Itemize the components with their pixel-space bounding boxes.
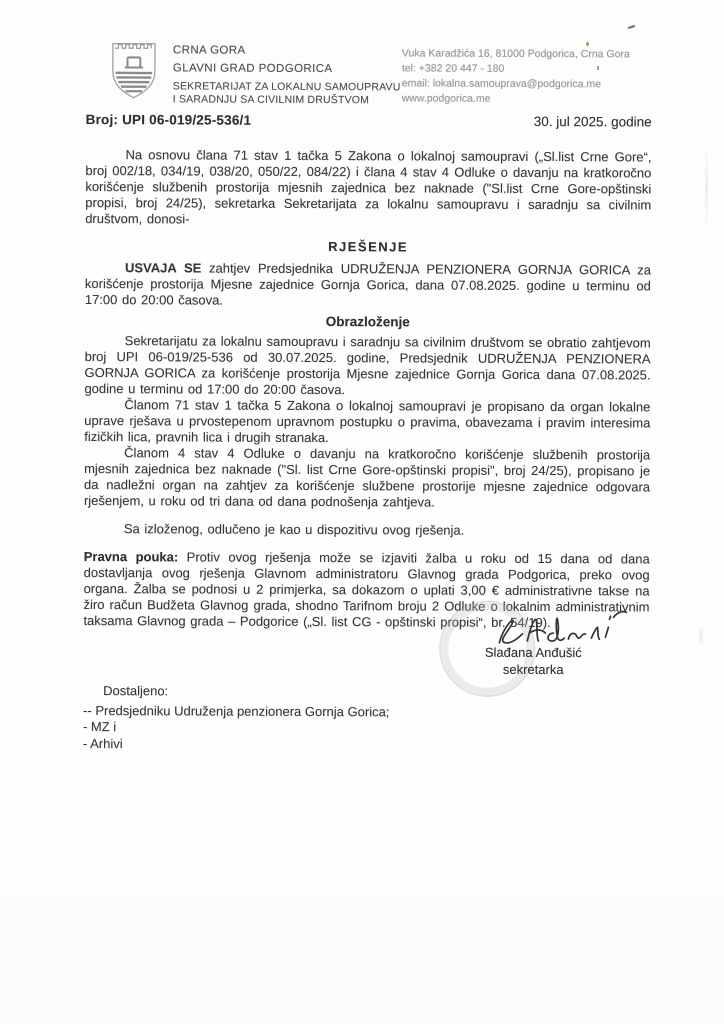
contact-block: [402, 39, 652, 107]
reference-row: [86, 112, 652, 129]
explanation-paragraph-1: Sekretarijatu za lokalnu samoupravu i saradnju sa civilnim društvom se obratio zahtjevom broj UPI 06-019/25-536 od 30.07.2025. godine, Predsjednik UDRUŽENJA PENZIONERA GORNJA GORICA za korišćenje prostorija Mjesne zajednice Gornja Gorica dana 07.08.2025. godine u terminu od 17:00 do 20:00 časova.: [84, 333, 651, 398]
phone-line: tel: +382 20 447 - 180: [401, 62, 505, 75]
explanation-paragraph-3: Članom 4 stav 4 Odluke o davanju na kratkoročno korišćenje službenih prostorija mjesnih zajednica bez naknade ("Sl. list Crne Gore-opštinski propisi", broj 24/25), propisano je da nadležni organ na zahtjev za korišćenje službene prostorije mjesne zajednice odgovara rješenjem, u roku od tri dana od dana podnošenja zahtjeva.: [83, 445, 651, 510]
explanation-paragraph-2: Članom 71 stav 1 tačka 5 Zakona o lokalnoj samoupravi je propisano da organ lokalne uprave rješava u prvostepenom upravnom postupku o pravima, obavezama i pravim interesima fizičkih lica, pravnih lica i drugih stranaka.: [84, 397, 651, 446]
letterhead: [86, 38, 652, 107]
signatory-title: sekretarka: [502, 661, 564, 678]
dispositive-text: zahtjev Predsjednika UDRUŽENJA PENZIONERA GORNJA GORICA za korišćenje prostorija Mjesne zajednice Gornja Gorica, dana 07.08.2025. godine u terminu od 17:00 do 20:00 časova.: [84, 260, 652, 308]
document-content: [83, 38, 652, 754]
org-city: GLAVNI GRAD PODGORICA: [172, 62, 333, 76]
dispositive-paragraph: [85, 260, 651, 310]
distribution-list: [83, 683, 649, 754]
podgorica-coat-of-arms-icon: [108, 38, 160, 102]
scan-artifact: [699, 625, 703, 647]
dispositive-lead: USVAJA SE: [124, 260, 202, 276]
legal-remedy-text: Protiv ovog rješenja može se izjaviti žalba u roku od 15 dana od dana dostavljanja ovog rješenja Glavnom administratoru Glavnog grada Podgorica, preko ovog organa. Žalba se podnosi u 2 primjerka, sa dokazom o uplati 3,00 € administrativne takse na žiro račun Budžeta Glavnog grada, shodno Tarifnom broju 2 Odluke o lokalnim administrativnim taksama Glavnog grada – Podgorice („Sl. list CG - opštinski propisi“, br. 54/19).: [83, 549, 650, 631]
distribution-item: - Arhivi: [82, 735, 123, 751]
website-line: www.podgorica.me: [401, 92, 491, 105]
signatory-name: Slađana Anđušić: [484, 644, 582, 661]
document-number: Broj: UPI 06-019/25-536/1: [85, 111, 252, 128]
org-secretariat-line2: I SARADNJU SA CIVILNIM DRUŠTVOM: [172, 92, 370, 106]
distribution-label: Dostaljeno:: [103, 683, 169, 699]
intro-paragraph: Na osnovu člana 71 stav 1 tačka 5 Zakona o lokalnoj samoupravi („Sl.list Crne Gore“, broj 002/18, 034/19, 038/20, 050/22, 084/22) i člana 4 stav 4 Odluke o davanju na kratkoročno korišćenje službenih prostorija mjesnih zajednica bez naknade ("Sl.list Crne Gore-opštinski propisi, broj 24/25), sekretarka Sekretarijata za lokalnu samoupravu i saradnju sa civilnim društvom, donosi-: [85, 147, 652, 227]
signature-block: [433, 607, 633, 678]
document-title: RJEŠENJE: [328, 239, 409, 255]
organization-block: [173, 38, 401, 106]
distribution-item: -- Predsjedniku Udruženja penzionera Gornja Gorica;: [83, 702, 390, 719]
document-date: 30. jul 2025. godine: [533, 113, 652, 130]
scan-artifact: [705, 145, 708, 230]
scan-artifact: [628, 25, 635, 29]
explanation-title: Obrazloženje: [325, 314, 410, 330]
email-line: email: lokalna.samouprava@podgorica.me: [401, 77, 602, 91]
org-secretariat-line1: SEKRETARIJAT ZA LOKALNU SAMOUPRAVU: [172, 80, 401, 94]
address-line: Vuka Karadžića 16, 81000 Podgorica, Crna Gora: [401, 47, 630, 61]
letterhead-left: [86, 38, 401, 106]
distribution-item: - MZ i: [82, 718, 117, 735]
conclusion-paragraph: Sa izloženog, odlučeno je kao u dispozitivu ovog rješenja.: [123, 521, 465, 538]
org-country: CRNA GORA: [172, 44, 246, 57]
legal-remedy-label: Pravna pouka:: [83, 548, 179, 565]
